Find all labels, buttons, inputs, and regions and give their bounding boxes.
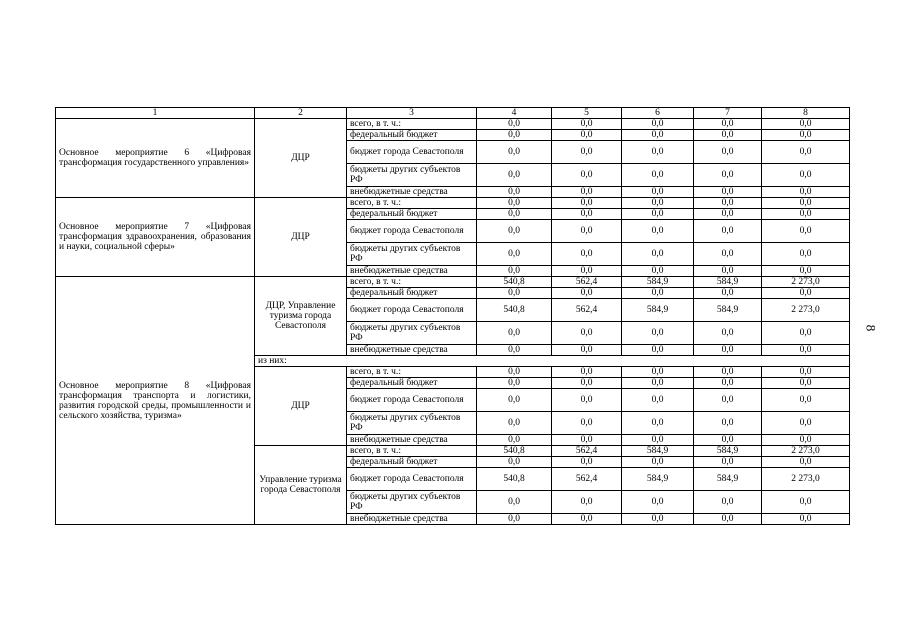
- source-cell: федеральный бюджет: [347, 130, 477, 141]
- value-cell: 0,0: [762, 187, 850, 198]
- header-cell: 1: [56, 108, 255, 119]
- value-cell: 0,0: [477, 119, 552, 130]
- header-cell: 6: [622, 108, 694, 119]
- value-cell: 0,0: [694, 435, 762, 446]
- responsible-cell: ДЦР: [255, 119, 347, 198]
- source-cell: бюджет города Севастополя: [347, 220, 477, 243]
- source-cell: бюджет города Севастополя: [347, 468, 477, 491]
- source-cell: бюджеты других субъектов РФ: [347, 164, 477, 187]
- value-cell: 0,0: [477, 345, 552, 356]
- value-cell: 584,9: [622, 468, 694, 491]
- value-cell: 0,0: [694, 119, 762, 130]
- source-cell: внебюджетные средства: [347, 187, 477, 198]
- source-cell: всего, в т. ч.:: [347, 446, 477, 457]
- value-cell: 0,0: [477, 130, 552, 141]
- value-cell: 0,0: [477, 198, 552, 209]
- value-cell: 0,0: [762, 322, 850, 345]
- value-cell: 0,0: [694, 209, 762, 220]
- value-cell: 0,0: [694, 288, 762, 299]
- value-cell: 0,0: [762, 220, 850, 243]
- source-cell: бюджет города Севастополя: [347, 141, 477, 164]
- value-cell: 0,0: [762, 345, 850, 356]
- value-cell: 0,0: [477, 220, 552, 243]
- value-cell: 0,0: [694, 345, 762, 356]
- measure-cell: Основное мероприятие 6 «Цифровая трансформация государственного управления»: [56, 119, 255, 198]
- value-cell: 0,0: [622, 119, 694, 130]
- value-cell: 0,0: [622, 435, 694, 446]
- value-cell: 0,0: [694, 141, 762, 164]
- value-cell: 0,0: [762, 435, 850, 446]
- value-cell: 0,0: [622, 367, 694, 378]
- value-cell: 0,0: [762, 164, 850, 187]
- value-cell: 0,0: [694, 198, 762, 209]
- header-cell: 2: [255, 108, 347, 119]
- header-row: [56, 108, 850, 119]
- source-cell: внебюджетные средства: [347, 435, 477, 446]
- value-cell: 584,9: [622, 446, 694, 457]
- value-cell: 540,8: [477, 446, 552, 457]
- table-row: [56, 277, 850, 288]
- value-cell: 0,0: [477, 141, 552, 164]
- value-cell: 0,0: [477, 164, 552, 187]
- value-cell: 0,0: [552, 389, 622, 412]
- source-cell: федеральный бюджет: [347, 209, 477, 220]
- funding-table: [55, 107, 850, 525]
- value-cell: 0,0: [762, 367, 850, 378]
- value-cell: 0,0: [762, 243, 850, 266]
- value-cell: 0,0: [762, 514, 850, 525]
- value-cell: 0,0: [622, 266, 694, 277]
- value-cell: 0,0: [694, 367, 762, 378]
- value-cell: 0,0: [552, 187, 622, 198]
- header-cell: 8: [762, 108, 850, 119]
- value-cell: 0,0: [622, 198, 694, 209]
- header-cell: 3: [347, 108, 477, 119]
- value-cell: 562,4: [552, 299, 622, 322]
- value-cell: 0,0: [622, 164, 694, 187]
- value-cell: 0,0: [694, 130, 762, 141]
- value-cell: 0,0: [762, 389, 850, 412]
- source-cell: федеральный бюджет: [347, 288, 477, 299]
- value-cell: 0,0: [552, 367, 622, 378]
- source-cell: бюджет города Севастополя: [347, 299, 477, 322]
- value-cell: 0,0: [694, 412, 762, 435]
- value-cell: 0,0: [622, 141, 694, 164]
- source-cell: бюджеты других субъектов РФ: [347, 322, 477, 345]
- value-cell: 0,0: [762, 266, 850, 277]
- source-cell: бюджет города Севастополя: [347, 389, 477, 412]
- source-cell: всего, в т. ч.:: [347, 198, 477, 209]
- table-row: [56, 198, 850, 209]
- value-cell: 0,0: [694, 457, 762, 468]
- value-cell: 584,9: [622, 277, 694, 288]
- value-cell: 0,0: [622, 220, 694, 243]
- value-cell: 0,0: [477, 514, 552, 525]
- value-cell: 0,0: [762, 198, 850, 209]
- value-cell: 0,0: [477, 187, 552, 198]
- responsible-cell: ДЦР, Управление туризма города Севастополя: [255, 277, 347, 356]
- source-cell: бюджеты других субъектов РФ: [347, 412, 477, 435]
- header-cell: 5: [552, 108, 622, 119]
- value-cell: 0,0: [622, 457, 694, 468]
- responsible-cell: ДЦР: [255, 367, 347, 446]
- value-cell: 540,8: [477, 468, 552, 491]
- page-number: 8: [863, 324, 879, 332]
- value-cell: 0,0: [622, 378, 694, 389]
- value-cell: 0,0: [762, 491, 850, 514]
- value-cell: 0,0: [477, 322, 552, 345]
- source-cell: внебюджетные средства: [347, 345, 477, 356]
- source-cell: всего, в т. ч.:: [347, 277, 477, 288]
- value-cell: 0,0: [552, 435, 622, 446]
- value-cell: 0,0: [477, 266, 552, 277]
- value-cell: 0,0: [552, 220, 622, 243]
- value-cell: 0,0: [552, 141, 622, 164]
- value-cell: 0,0: [477, 491, 552, 514]
- value-cell: 0,0: [477, 412, 552, 435]
- source-cell: внебюджетные средства: [347, 514, 477, 525]
- source-cell: всего, в т. ч.:: [347, 119, 477, 130]
- value-cell: 562,4: [552, 277, 622, 288]
- value-cell: 0,0: [552, 198, 622, 209]
- value-cell: 0,0: [622, 412, 694, 435]
- value-cell: 2 273,0: [762, 468, 850, 491]
- value-cell: 0,0: [622, 187, 694, 198]
- value-cell: 0,0: [762, 119, 850, 130]
- measure-cell: Основное мероприятие 7 «Цифровая трансформация здравоохранения, образования и науки, социальной сферы»: [56, 198, 255, 277]
- value-cell: 0,0: [762, 412, 850, 435]
- value-cell: 584,9: [694, 446, 762, 457]
- value-cell: 584,9: [694, 277, 762, 288]
- value-cell: 0,0: [552, 322, 622, 345]
- intermediate-label: из них:: [255, 356, 850, 367]
- value-cell: 0,0: [694, 514, 762, 525]
- value-cell: 0,0: [552, 457, 622, 468]
- value-cell: 0,0: [552, 243, 622, 266]
- value-cell: 0,0: [552, 378, 622, 389]
- value-cell: 0,0: [477, 435, 552, 446]
- value-cell: 0,0: [552, 288, 622, 299]
- header-cell: 4: [477, 108, 552, 119]
- value-cell: 562,4: [552, 468, 622, 491]
- value-cell: 0,0: [694, 389, 762, 412]
- value-cell: 0,0: [694, 220, 762, 243]
- responsible-cell: Управление туризма города Севастополя: [255, 446, 347, 525]
- value-cell: 0,0: [762, 457, 850, 468]
- value-cell: 584,9: [622, 299, 694, 322]
- value-cell: 0,0: [477, 209, 552, 220]
- value-cell: 562,4: [552, 446, 622, 457]
- value-cell: 0,0: [694, 378, 762, 389]
- value-cell: 584,9: [694, 299, 762, 322]
- source-cell: федеральный бюджет: [347, 378, 477, 389]
- value-cell: 584,9: [694, 468, 762, 491]
- value-cell: 0,0: [762, 378, 850, 389]
- value-cell: 0,0: [552, 209, 622, 220]
- value-cell: 0,0: [552, 119, 622, 130]
- value-cell: 0,0: [477, 243, 552, 266]
- value-cell: 0,0: [477, 288, 552, 299]
- value-cell: 0,0: [622, 322, 694, 345]
- value-cell: 0,0: [694, 266, 762, 277]
- value-cell: 0,0: [694, 491, 762, 514]
- value-cell: 0,0: [552, 491, 622, 514]
- value-cell: 0,0: [622, 514, 694, 525]
- value-cell: 0,0: [694, 164, 762, 187]
- source-cell: бюджеты других субъектов РФ: [347, 243, 477, 266]
- value-cell: 2 273,0: [762, 277, 850, 288]
- table-row: [56, 119, 850, 130]
- source-cell: федеральный бюджет: [347, 457, 477, 468]
- source-cell: бюджеты других субъектов РФ: [347, 491, 477, 514]
- value-cell: 0,0: [477, 389, 552, 412]
- value-cell: 0,0: [477, 457, 552, 468]
- value-cell: 0,0: [622, 345, 694, 356]
- value-cell: 0,0: [762, 209, 850, 220]
- value-cell: 540,8: [477, 277, 552, 288]
- value-cell: 0,0: [552, 266, 622, 277]
- value-cell: 2 273,0: [762, 299, 850, 322]
- value-cell: 0,0: [694, 187, 762, 198]
- value-cell: 0,0: [477, 367, 552, 378]
- value-cell: 0,0: [622, 209, 694, 220]
- responsible-cell: ДЦР: [255, 198, 347, 277]
- value-cell: 0,0: [552, 164, 622, 187]
- value-cell: 0,0: [622, 491, 694, 514]
- value-cell: 0,0: [622, 288, 694, 299]
- header-cell: 7: [694, 108, 762, 119]
- value-cell: 0,0: [622, 243, 694, 266]
- source-cell: всего, в т. ч.:: [347, 367, 477, 378]
- value-cell: 0,0: [694, 243, 762, 266]
- value-cell: 540,8: [477, 299, 552, 322]
- value-cell: 0,0: [552, 514, 622, 525]
- value-cell: 0,0: [552, 412, 622, 435]
- value-cell: 0,0: [762, 141, 850, 164]
- value-cell: 0,0: [694, 322, 762, 345]
- measure-cell: Основное мероприятие 8 «Цифровая трансформация транспорта и логистики, развития городской среды, промышленности и сельского хозяйства, туризма»: [56, 277, 255, 525]
- source-cell: внебюджетные средства: [347, 266, 477, 277]
- value-cell: 0,0: [622, 389, 694, 412]
- value-cell: 0,0: [552, 345, 622, 356]
- value-cell: 0,0: [552, 130, 622, 141]
- value-cell: 0,0: [762, 130, 850, 141]
- value-cell: 0,0: [762, 288, 850, 299]
- value-cell: 0,0: [622, 130, 694, 141]
- value-cell: 0,0: [477, 378, 552, 389]
- value-cell: 2 273,0: [762, 446, 850, 457]
